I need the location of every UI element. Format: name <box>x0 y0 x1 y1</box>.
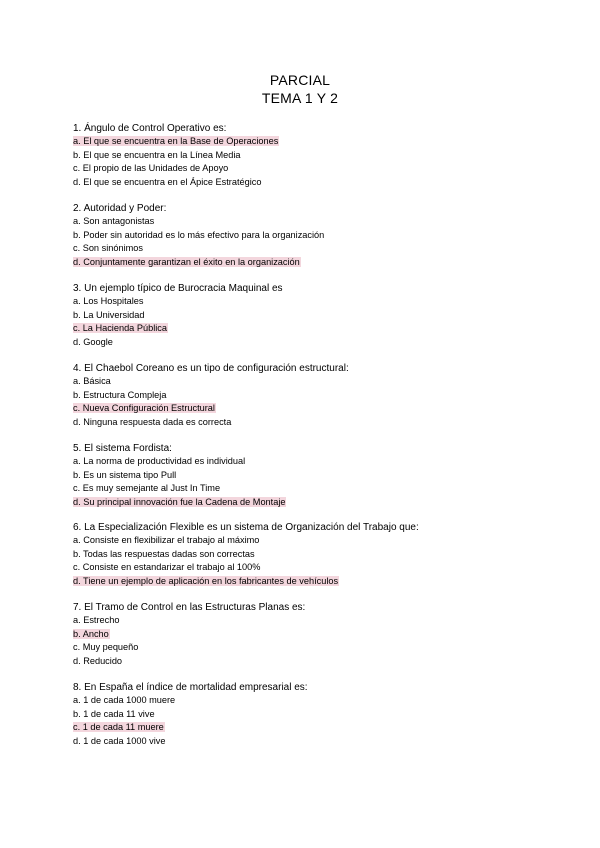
option-c <box>73 242 553 255</box>
option-label: d. Google <box>73 336 113 347</box>
option-label: c. 1 de cada 11 muere <box>73 722 164 733</box>
option-c <box>73 721 553 734</box>
option-b <box>73 548 553 561</box>
option-a <box>73 614 553 627</box>
option-label: a. Estrecho <box>73 615 120 626</box>
question-text: 1. Ángulo de Control Operativo es: <box>73 123 227 134</box>
question-8 <box>73 681 553 748</box>
option-label: d. Ninguna respuesta dada es correcta <box>73 416 232 427</box>
option-label: a. Los Hospitales <box>73 296 144 307</box>
question-2 <box>73 202 553 269</box>
option-b <box>73 628 553 641</box>
question-3 <box>73 282 553 349</box>
option-a <box>73 135 553 148</box>
option-label: b. Ancho <box>73 628 109 639</box>
title-line-2: TEMA 1 Y 2 <box>261 90 339 106</box>
option-label: c. Son sinónimos <box>73 243 143 254</box>
option-label: b. Todas las respuestas dadas son correctas <box>73 548 255 559</box>
option-label: d. Reducido <box>73 655 123 666</box>
option-b <box>73 469 553 482</box>
option-label: a. Consiste en flexibilizar el trabajo al máximo <box>73 535 260 546</box>
option-c <box>73 162 553 175</box>
option-b <box>73 229 553 242</box>
option-label: c. Muy pequeño <box>73 642 139 653</box>
option-label: c. Nueva Configuración Estructural <box>73 403 215 414</box>
question-4 <box>73 362 553 429</box>
option-d <box>73 735 553 748</box>
question-7 <box>73 601 553 668</box>
option-a <box>73 534 553 547</box>
question-text: 3. Un ejemplo típico de Burocracia Maquinal es <box>73 283 283 294</box>
option-label: d. 1 de cada 1000 vive <box>73 735 166 746</box>
option-a <box>73 455 553 468</box>
option-d <box>73 416 553 429</box>
option-c <box>73 322 553 335</box>
option-c <box>73 482 553 495</box>
option-d <box>73 575 553 588</box>
option-label: c. El propio de las Unidades de Apoyo <box>73 163 229 174</box>
question-text: 4. El Chaebol Coreano es un tipo de configuración estructural: <box>73 363 349 374</box>
option-label: c. Es muy semejante al Just In Time <box>73 483 221 494</box>
option-a <box>73 375 553 388</box>
question-6 <box>73 521 553 588</box>
question-text: 6. La Especialización Flexible es un sistema de Organización del Trabajo que: <box>73 522 419 533</box>
title-line-1: PARCIAL <box>269 72 331 88</box>
option-label: b. Poder sin autoridad es lo más efectivo para la organización <box>73 229 325 240</box>
question-text: 8. En España el índice de mortalidad empresarial es: <box>73 682 308 693</box>
option-b <box>73 149 553 162</box>
option-label: b. Estructura Compleja <box>73 389 167 400</box>
option-label: d. El que se encuentra en el Ápice Estratégico <box>73 176 262 187</box>
option-label: d. Su principal innovación fue la Cadena de Montaje <box>73 496 286 507</box>
option-c <box>73 641 553 654</box>
question-1 <box>73 122 553 189</box>
option-label: b. Es un sistema tipo Pull <box>73 469 177 480</box>
option-label: b. El que se encuentra en la Línea Media <box>73 149 241 160</box>
option-a <box>73 694 553 707</box>
option-b <box>73 389 553 402</box>
option-label: d. Conjuntamente garantizan el éxito en la organización <box>73 256 300 267</box>
option-label: d. Tiene un ejemplo de aplicación en los fabricantes de vehículos <box>73 575 339 586</box>
option-label: a. La norma de productividad es individual <box>73 456 246 467</box>
option-label: a. 1 de cada 1000 muere <box>73 695 176 706</box>
option-label: a. El que se encuentra en la Base de Operaciones <box>73 136 279 147</box>
option-b <box>73 309 553 322</box>
question-5 <box>73 442 553 509</box>
option-d <box>73 655 553 668</box>
option-label: c. Consiste en estandarizar el trabajo al 100% <box>73 562 261 573</box>
question-text: 5. El sistema Fordista: <box>73 443 172 454</box>
option-label: c. La Hacienda Pública <box>73 323 167 334</box>
option-label: b. La Universidad <box>73 309 145 320</box>
option-c <box>73 561 553 574</box>
option-d <box>73 256 553 269</box>
option-label: b. 1 de cada 11 vive <box>73 708 155 719</box>
option-d <box>73 176 553 189</box>
option-d <box>73 336 553 349</box>
option-b <box>73 708 553 721</box>
option-label: a. Básica <box>73 376 111 387</box>
option-d <box>73 496 553 509</box>
question-text: 2. Autoridad y Poder: <box>73 203 167 214</box>
option-a <box>73 295 553 308</box>
option-a <box>73 215 553 228</box>
option-c <box>73 402 553 415</box>
option-label: a. Son antagonistas <box>73 216 155 227</box>
question-text: 7. El Tramo de Control en las Estructuras Planas es: <box>73 602 306 613</box>
